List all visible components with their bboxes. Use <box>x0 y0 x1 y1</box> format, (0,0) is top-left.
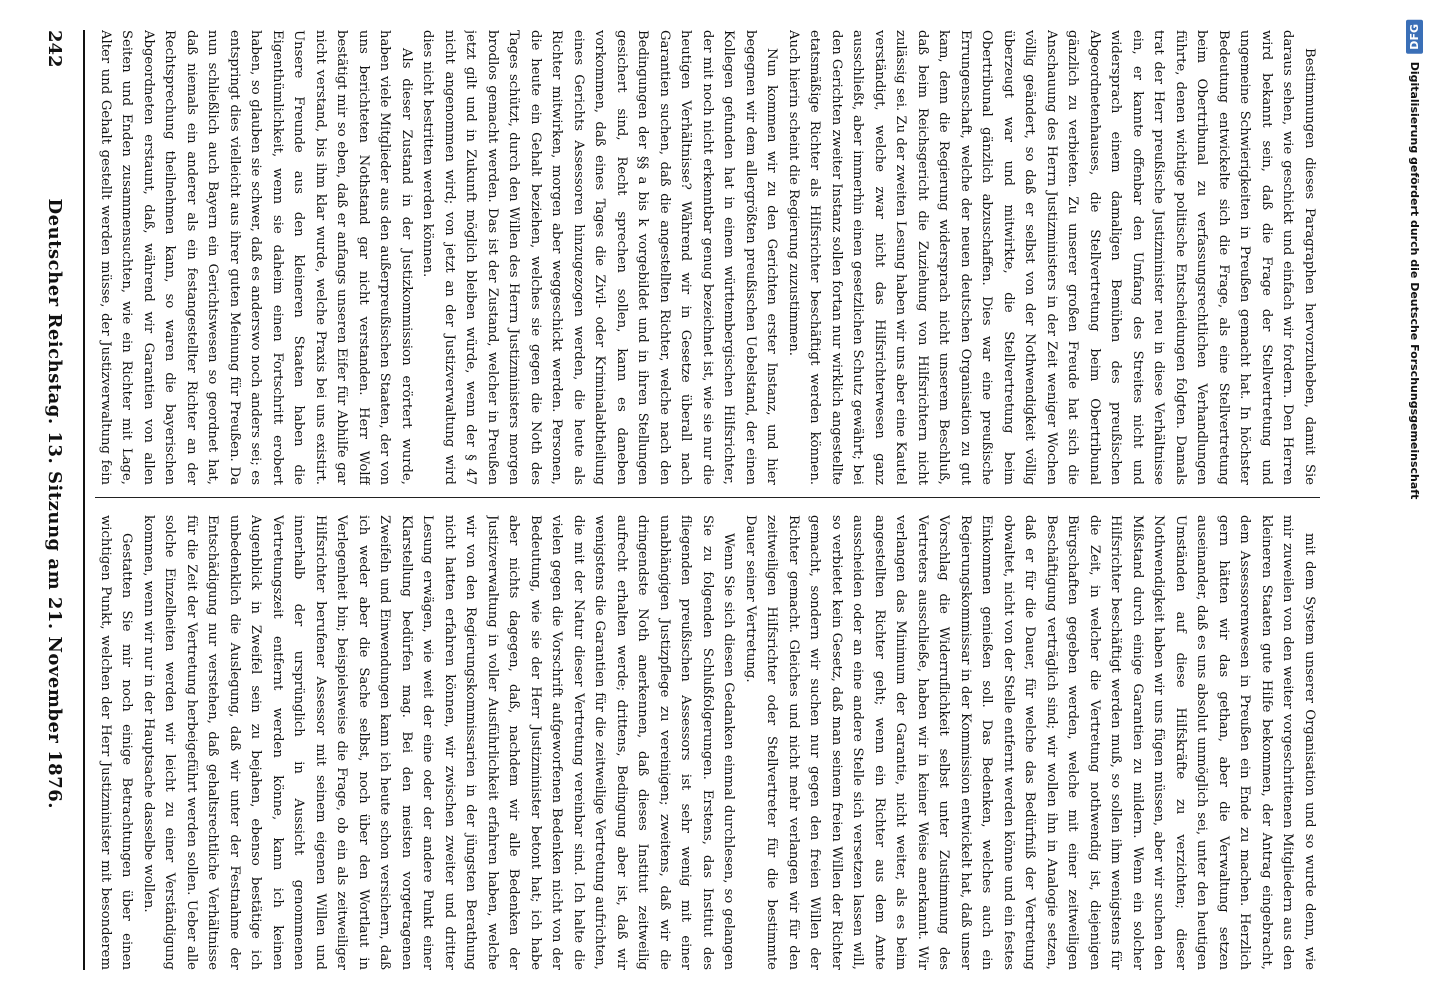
left-paragraph-2: Nun kommen wir zu den Gerichten erster Instanz, und hier begegnen wir dem allergrößten preußischen Uebelstand, der einen Kollegen gefunden hat in einem württembergischen Hilfsrichter, der mit noch nicht erkenntbar genug bezeichnet ist, wie sie nur die heutigen Verhältnisse? Während wir in Gesetze überall nach Garantien suchen, daß die angestellten Richter, welche nach den Bedingungen der §§ a bis k vorgebildet und in ihren Stellungen gesichert sind, Recht sprechen sollen, kann es daneben vorkommen, daß eines Tages die Zivil- oder Kriminalabtheilung eines Gerichts Assessoren hinzugezogen werden, die heute als Richter mitwirken, morgen aber weggeschickt werden. Personen, die heute ein Gehalt beziehen, welches sie gegen die Noth des Tages schützt, durch den Willen des Herrn Justizministers morgen brodlos gemacht werden. Das ist der Zustand, welcher in Preußen jetzt gilt und in Zukunft möglich bleiben würde, wenn der § 47 nicht angenommen wird; von jetzt an der Justizverwaltung wird dies nicht bestritten werden können. <box>420 30 780 485</box>
digitization-credit: Digitalisierung gefördert durch die Deutsche Forschungsgemeinschaft <box>1408 61 1422 500</box>
right-paragraph-1: mit dem System unserer Organisation und so wurde denn, wie mir zuweilen von den weiter vorgeschrittenen Mitgliedern aus den kleineren Staaten gute Hilfe bekommen, der Antrag eingebracht, dem Assessorenwesen in Preußen ein Ende zu machen. Herzlich gern hätten wir das gethan, aber die Verwaltung setzen auseinander, daß es uns absolut unmöglich sei, unter den heutigen Umständen auf diese Hilfskräfte zu verzichten; dieser Nothwendigkeit haben wir uns fügen müssen, aber wir suchen den Mißstand durch einige Garantien zu mildern. Wenn ein solcher Hilfsrichter beschäftigt werden muß, so sollen ihm wenigstens für die Zeit, in welcher die Vertretung nothwendig ist, diejenigen Bürgschaften gegeben werden, welche mit einer zeitweiligen Beschäftigung verträglich sind; wir wollen ihn in Analogie setzen, daß er für die Dauer, für welche das Bedürfniß der Vertretung obwaltet, nicht von der Stelle entfernt werden könne und ein festes Einkommen genießen soll. Das Bedenken, welches auch ein Regierungskommissar in der Kommission entwickelt hat, daß unser Vorschlag die Widerruflichkeit selbst unter Zustimmung des Vertreters ausschließe, haben wir in keiner Weise anerkannt. Wir verlangen das Minimum der Garantie, nicht weiter, als es beim angestellten Richter geht; wenn ein Richter aus dem Amte ausscheiden oder an eine andere Stelle sich versetzen lassen will, so verbietet kein Gesetz, daß man seinem freien Willen der Richter gemacht, sondern wir suchen nur gegen den freien Willen der Richter gemacht. Gleiches und nicht mehr verlangen wir für den zeitweiligen Hilfsrichter oder Stellvertreter für die bestimmte Dauer seiner Vertretung. <box>743 515 1317 970</box>
page-title: Deutscher Reichstag. 13. Sitzung am 21. November 1876. <box>44 198 66 810</box>
column-divider <box>95 497 1320 498</box>
header-rule <box>83 30 85 970</box>
right-column <box>95 515 1320 970</box>
digitization-stamp <box>1400 20 1430 980</box>
right-paragraph-2: Wenn Sie sich diesen Gedanken einmal durchlesen, so gelangen Sie zu folgenden Schlußfolgerungen. Erstens, das Institut des fliegenden preußischen Assessors ist sehr wenig mit einer unabhängigen Justizpflege zu vereinigen; zweitens, daß wir die dringendste Noth anerkennen, daß dieses Institut zeitweilig aufrecht erhalten werde; drittens, Bedingung aber ist, daß wir wenigstens die Garantien für die zeitweilige Vertretung aufrichten, die mit der Natur dieser Vertretung vereinbar sind. Ich halte die vielen gegen die Vorschrift aufgeworfenen Bedenken nicht von der Bedeutung, wie sie der Herr Justizminister betont hat; ich habe aber nichts dagegen, daß, nachdem wir alle Bedenken der Justizverwaltung in voller Ausführlichkeit erfahren haben, welche wir von den Regierungskommissarien in der jüngsten Berathung nicht hatten erfahren können, wir zwischen zweiter und dritter Lesung erwägen, wie weit der eine oder der andere Punkt einer Klarstellung bedürfen mag. Bei den meisten vorgetragenen Zweifeln und Einwendungen kann ich heute schon versichern, daß ich weder aber die Sache selbst, noch über den Wortlaut in Verlegenheit bin; beispielsweise die Frage, ob ein als zeitweiliger Hilfsrichter berufener Assessor mit seinem eigenen Willen und innerhalb der ursprünglich in Aussicht genommenen Vertretungszeit entfernt werden könne, kann ich keinen Augenblick in Zweifel sein zu bejahen, ebenso bestätige ich unbedenklich die Auslegung, daß wir unter der Festnahme der Entschädigung nur verstehen, daß gehaltsrechtliche Verhältnisse für die Zeit der Vertretung herbeigeführt werden sollen. Ueber alle solche Einzelheiten werden wir leicht zu einer Verständigung kommen, wenn wir nur in der Hauptsache dasselbe wollen. <box>141 515 737 970</box>
left-paragraph-3: Als dieser Zustand in der Justizkommission erörtert wurde, haben viele Mitglieder aus den außerpreußischen Staaten, der von uns berichteten Nothstand gar nicht verstanden. Herr Wolff bestätigt mir so eben, daß er anfangs unseren Eifer für Abhilfe gar nicht verstand, bis ihm klar wurde, welche Praxis bei uns existirt. Unsere Freunde aus den kleineren Staaten haben die Eigenthümlichkeit, wenn sie daheim einen Fortschritt erobert haben, so glauben sie schwer, daß es anderswo noch anders sei; es entspringt dies vielleicht aus ihrer guten Meinung für Preußen. Da nun schließlich auch Bayern ein Gerichtswesen so geordnet hat, daß niemals ein anderer als ein festangestellter Richter an der Rechtsprechung theilnehmen kann, so waren die bayerischen Abgeordneten erstaunt, daß, während wir Garantien von allen Seiten und Enden zusammensuchten, wie ein Richter mit Lage, Alter und Gehalt gestellt werden müsse, der Justizverwaltung fein <box>98 30 414 485</box>
page-header <box>35 30 75 970</box>
left-column <box>95 30 1320 485</box>
right-paragraph-3: Gestatten Sie mir noch einige Betrachtungen über einen wichtigen Punkt, welchen der Herr Justizminister mit besonderem <box>98 515 135 970</box>
left-paragraph-1: Bestimmungen dieses Paragraphen hervorzuheben, damit Sie daraus sehen, wie geschickt und einfach wir fordern. Den Herren wird bekannt sein, daß die Frage der Stellvertretung und ungemeine Schwierigkeiten in Preußen gemacht hat. In höchster Bedeutung entwickelte sich die Frage, als eine Stellvertretung beim Obertribunal zu verfassungsrechtlichen Verhandlungen führte, denen wichtige politische Entscheidungen folgten. Damals trat der Herr preußische Justizminister neu in diese Verhältnisse ein, er kannte offenbar den Umfang des Streites nicht und widersprach einem damaligen Bemühen des preußischen Abgeordnetenhauses, die Stellvertretung beim Obertribunal gänzlich zu verbieten. Zu unserer großen Freude hat sich die Anschauung des Herrn Justizministers in der Zeit weniger Wochen völlig geändert, so daß er selbst von der Nothwendigkeit völlig überzeugt war und mitwirkte, die Stellvertretung beim Obertribunal gänzlich abzuschaffen. Dies war eine preußische Errungenschaft, welche der neuen deutschen Organisation zu gut kam, denn die Regierung widersprach nicht unserem Beschluß, daß beim Reichsgericht die Zuziehung von Hilfsrichtern nicht zulässig sei. Zu der zweiten Lesung haben wir uns aber eine Kautel verständigt, welche zwar nicht das Hilfsrichterwesen ganz ausschließt, aber immerhin einen gesetzlichen Schutz gewährt; bei den Gerichten zweiter Instanz sollen fortan nur wirklich angestellte etatsmäßige Richter als Hilfsrichter beschäftigt werden können. Auch hierin scheint die Regierung zuzustimmen. <box>786 30 1317 485</box>
dfg-logo: DFG <box>1407 20 1424 54</box>
page-number: 242 <box>44 30 66 68</box>
